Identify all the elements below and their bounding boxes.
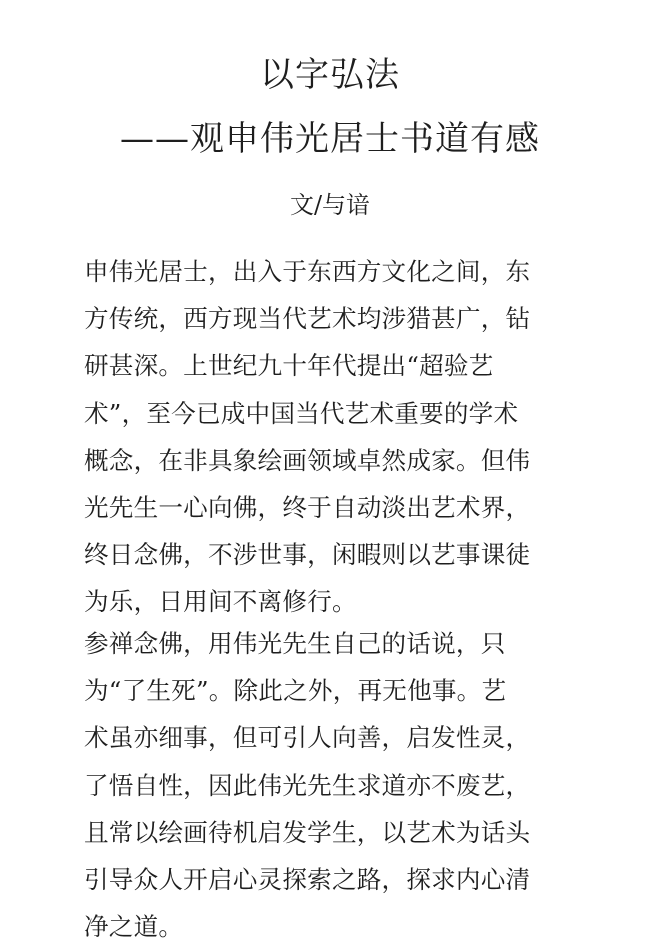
text-line: 光先生一心向佛，终于自动淡出艺术界， bbox=[84, 492, 531, 522]
text-line: 方传统，西方现当代艺术均涉猎甚广，钻 bbox=[84, 304, 531, 334]
text-line: 净之道。 bbox=[84, 912, 184, 942]
text-line: 了悟自性，因此伟光先生求道亦不废艺， bbox=[84, 770, 531, 800]
article-subtitle: ——观申伟光居士书道有感 bbox=[120, 119, 540, 159]
text-line: 概念，在非具象绘画领域卓然成家。但伟 bbox=[84, 445, 531, 475]
text-line: 术虽亦细事，但可引人向善，启发性灵， bbox=[84, 723, 531, 753]
article-title: 以字弘法 bbox=[260, 55, 400, 95]
text-line: 为乐，日用间不离修行。 bbox=[84, 587, 357, 617]
text-line: 申伟光居士，出入于东西方文化之间，东 bbox=[84, 257, 531, 286]
text-line: 终日念佛，不涉世事，闲暇则以艺事课徒 bbox=[84, 540, 531, 570]
text-line: 研甚深。上世纪九十年代提出“超验艺 bbox=[84, 351, 494, 381]
text-line: 为“了生死”。除此之外，再无他事。艺 bbox=[84, 676, 507, 706]
paragraph-2 bbox=[84, 620, 574, 950]
text-line: 术”，至今已成中国当代艺术重要的学术 bbox=[84, 398, 519, 428]
text-line: 且常以绘画待机启发学生，以艺术为话头 bbox=[84, 817, 531, 847]
text-line: 参禅念佛，用伟光先生自己的话说，只 bbox=[84, 629, 506, 658]
paragraph-1 bbox=[84, 248, 574, 626]
text-line: 引导众人开启心灵探索之路，探求内心清 bbox=[84, 864, 531, 894]
article-author: 文/与谙 bbox=[289, 191, 371, 219]
